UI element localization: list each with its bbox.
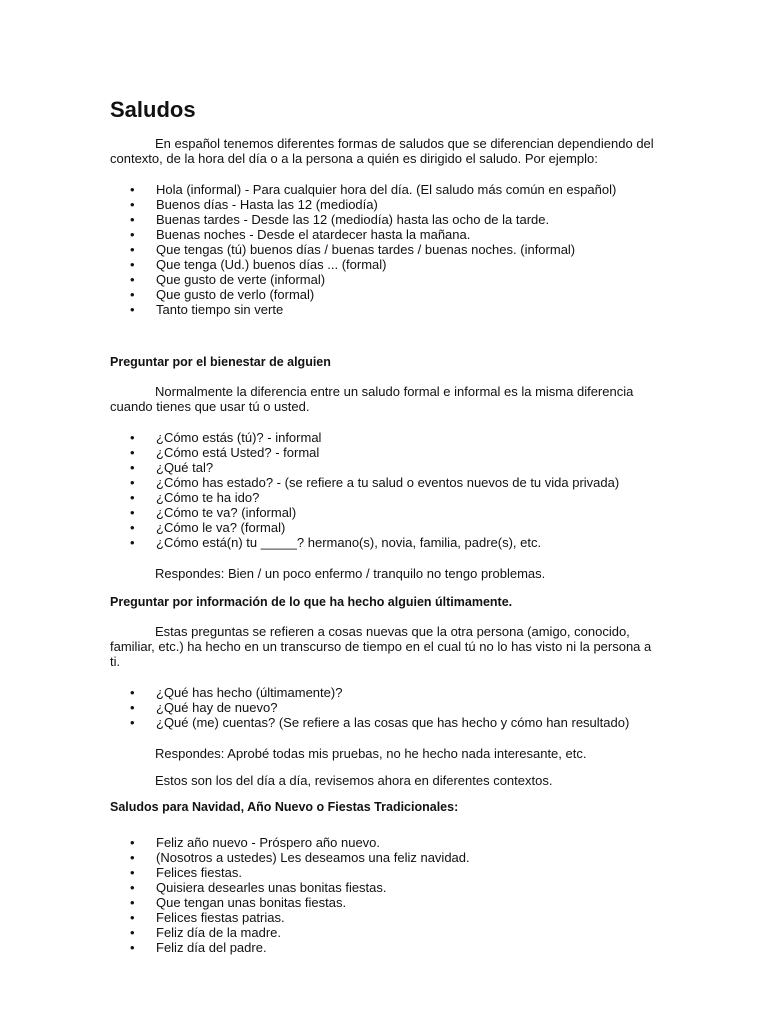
list-item: • ¿Cómo estás (tú)? - informal: [110, 430, 662, 445]
list-item: • Tanto tiempo sin verte: [110, 302, 662, 317]
document-page: [110, 96, 662, 955]
recent-closing: Estos son los del día a día, revisemos ahora en diferentes contextos.: [155, 773, 553, 788]
list-item: • Hola (informal) - Para cualquier hora del día. (El saludo más común en español): [110, 182, 662, 197]
list-item: • ¿Cómo te va? (informal): [110, 505, 662, 520]
recent-heading: Preguntar por información de lo que ha hecho alguien últimamente.: [110, 595, 513, 609]
list-item: • Que tengan unas bonitas fiestas.: [110, 895, 662, 910]
list-item: • Feliz día de la madre.: [110, 925, 662, 940]
list-item: • Buenos días - Hasta las 12 (mediodía): [110, 197, 662, 212]
list-item: • Que tenga (Ud.) buenos días ... (formal): [110, 257, 662, 272]
list-item: • Felices fiestas.: [110, 865, 662, 880]
list-item: • ¿Cómo te ha ido?: [110, 490, 662, 505]
list-item: • Que gusto de verlo (formal): [110, 287, 662, 302]
list-item: • ¿Qué hay de nuevo?: [110, 700, 662, 715]
list-item: • ¿Cómo has estado? - (se refiere a tu salud o eventos nuevos de tu vida privada): [110, 475, 662, 490]
holidays-list: [110, 835, 662, 955]
wellbeing-heading: Preguntar por el bienestar de alguien: [110, 355, 331, 369]
list-item: • Que tengas (tú) buenos días / buenas tardes / buenas noches. (informal): [110, 242, 662, 257]
list-item: • Feliz día del padre.: [110, 940, 662, 955]
list-item: • Buenas noches - Desde el atardecer hasta la mañana.: [110, 227, 662, 242]
list-item: • Quisiera desearles unas bonitas fiestas.: [110, 880, 662, 895]
list-item: • ¿Qué (me) cuentas? (Se refiere a las cosas que has hecho y cómo han resultado): [110, 715, 662, 730]
wellbeing-list: [110, 430, 662, 550]
greetings-list: [110, 182, 662, 317]
recent-paragraph: Estas preguntas se refieren a cosas nuevas que la otra persona (amigo, conocido, familiar, etc.) ha hecho en un transcurso de tiempo en el cual tú no lo has visto ni la persona a ti.: [110, 624, 652, 669]
intro-paragraph: En español tenemos diferentes formas de saludos que se diferencian dependiendo del contexto, de la hora del día o a la persona a quién es dirigido el saludo. Por ejemplo:: [110, 136, 654, 166]
list-item: • ¿Cómo le va? (formal): [110, 520, 662, 535]
list-item: • Felices fiestas patrias.: [110, 910, 662, 925]
wellbeing-paragraph: Normalmente la diferencia entre un saludo formal e informal es la misma diferencia cuando tienes que usar tú o usted.: [110, 384, 634, 414]
holidays-heading: Saludos para Navidad, Año Nuevo o Fiestas Tradicionales:: [110, 800, 459, 814]
list-item: • ¿Cómo está Usted? - formal: [110, 445, 662, 460]
list-item: • ¿Qué tal?: [110, 460, 662, 475]
list-item: • Feliz año nuevo - Próspero año nuevo.: [110, 835, 662, 850]
list-item: • (Nosotros a ustedes) Les deseamos una feliz navidad.: [110, 850, 662, 865]
list-item: • Que gusto de verte (informal): [110, 272, 662, 287]
wellbeing-answer: Respondes: Bien / un poco enfermo / tranquilo no tengo problemas.: [155, 566, 546, 581]
recent-list: [110, 685, 662, 730]
list-item: • ¿Qué has hecho (últimamente)?: [110, 685, 662, 700]
page-title: Saludos: [110, 97, 196, 122]
list-item: • ¿Cómo está(n) tu _____? hermano(s), novia, familia, padre(s), etc.: [110, 535, 662, 550]
recent-answer: Respondes: Aprobé todas mis pruebas, no he hecho nada interesante, etc.: [155, 746, 587, 761]
list-item: • Buenas tardes - Desde las 12 (mediodía) hasta las ocho de la tarde.: [110, 212, 662, 227]
